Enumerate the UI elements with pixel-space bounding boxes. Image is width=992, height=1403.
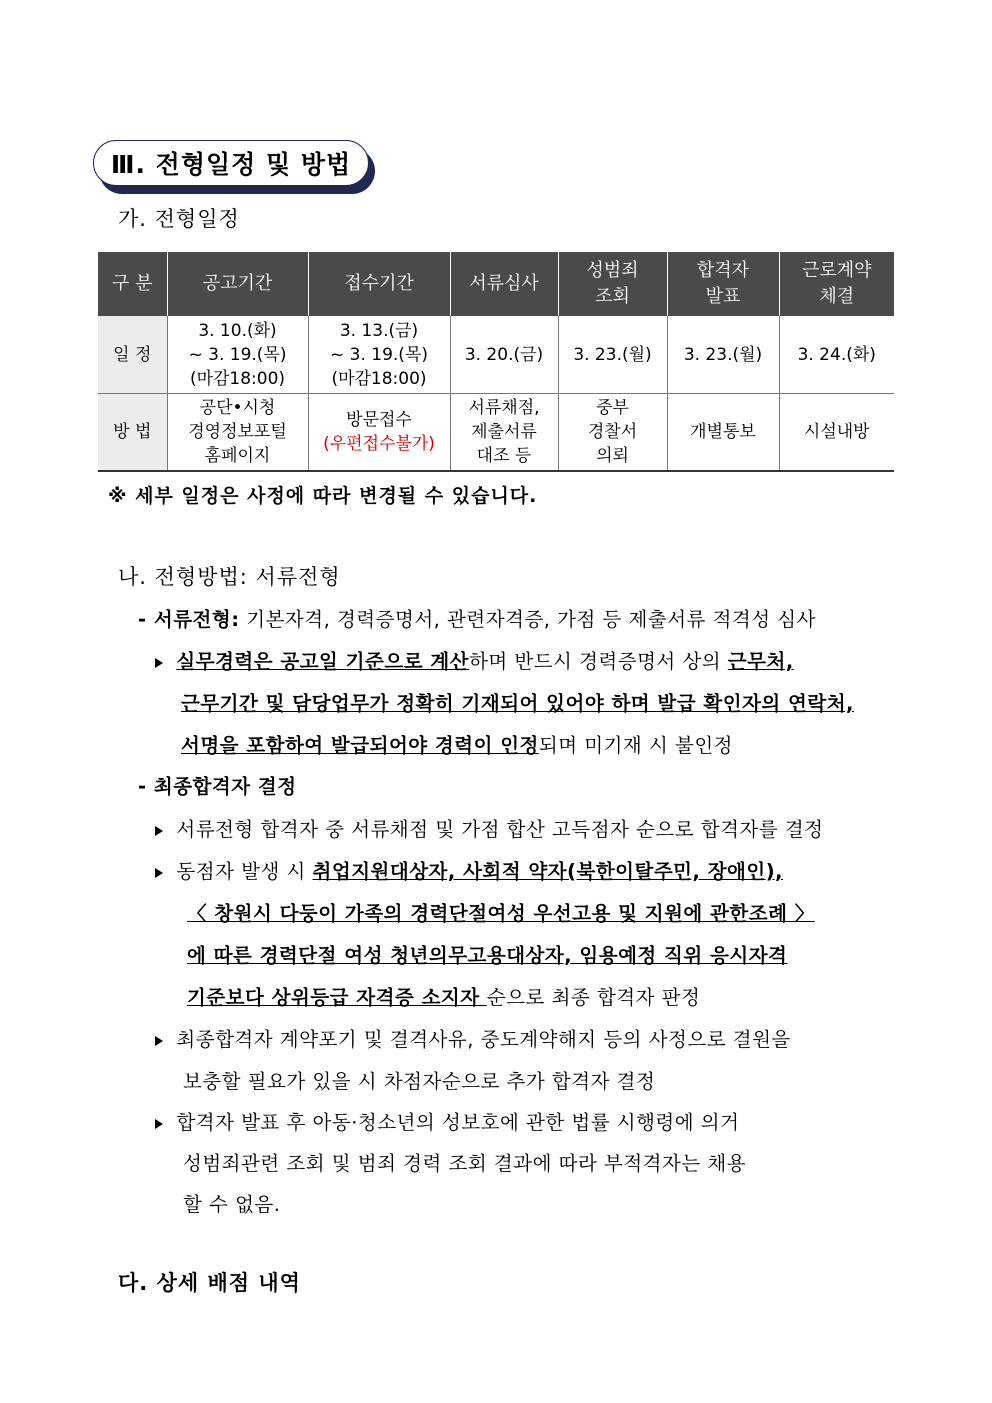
section-title: Ⅲ. 전형일정 및 방법 bbox=[93, 140, 369, 186]
final-bullet-2-line1: 동점자 발생 시 취업지원대상자, 사회적 약자(북한이탈주민, 장애인), bbox=[155, 856, 783, 884]
cell-crime-check-method: 중부 경찰서 의뢰 bbox=[558, 394, 667, 472]
final-bullet-3-line2: 보충할 필요가 있을 시 차점자순으로 추가 합격자 결정 bbox=[183, 1070, 656, 1093]
header-announce: 공고기간 bbox=[167, 252, 308, 316]
final-bullet-4-line1: 합격자 발표 후 아동·청소년의 성보호에 관한 법률 시행령에 의거 bbox=[155, 1107, 739, 1135]
bullet-triangle-icon bbox=[155, 868, 163, 878]
cell-doc-review-method: 서류채점, 제출서류 대조 등 bbox=[450, 394, 558, 472]
bullet-career-line2: 근무기간 및 담당업무가 정확히 기재되어 있어야 하며 발급 확인자의 연락처, bbox=[181, 692, 854, 715]
row-label-method: 방 법 bbox=[98, 394, 167, 472]
header-result: 합격자 발표 bbox=[667, 252, 779, 316]
no-mail-notice: (우편접수불가) bbox=[323, 434, 435, 454]
final-bullet-2-line4: 기준보다 상위등급 자격증 소지자 순으로 최종 합격자 판정 bbox=[187, 986, 701, 1009]
bullet-career-line1: 실무경력은 공고일 기준으로 계산하며 반드시 경력증명서 상의 근무처, bbox=[155, 646, 794, 674]
header-category: 구 분 bbox=[98, 252, 167, 316]
cell-doc-review-date: 3. 20.(금) bbox=[450, 316, 558, 394]
cell-contract-method: 시설내방 bbox=[779, 394, 894, 472]
bullet-triangle-icon bbox=[155, 826, 163, 836]
cell-result-date: 3. 23.(월) bbox=[667, 316, 779, 394]
cell-result-method: 개별통보 bbox=[667, 394, 779, 472]
cell-contract-date: 3. 24.(화) bbox=[779, 316, 894, 394]
doc-screening-line: - 서류전형: 기본자격, 경력증명서, 관련자격증, 가점 등 제출서류 적격성 심사 bbox=[138, 608, 816, 631]
bullet-triangle-icon bbox=[155, 658, 163, 668]
subsection-method-title: 나. 전형방법: 서류전형 bbox=[118, 565, 341, 589]
final-bullet-2-line3: 에 따른 경력단절 여성 청년의무고용대상자, 임용예정 직위 응시자격 bbox=[187, 944, 788, 967]
header-apply: 접수기간 bbox=[308, 252, 450, 316]
subsection-detail-score-title: 다. 상세 배점 내역 bbox=[118, 1271, 301, 1295]
schedule-table bbox=[98, 252, 894, 472]
cell-announce-period: 3. 10.(화) ~ 3. 19.(목) (마감18:00) bbox=[167, 316, 308, 394]
table-header-row bbox=[98, 252, 894, 316]
bullet-triangle-icon bbox=[155, 1119, 163, 1129]
final-bullet-3-line1: 최종합격자 계약포기 및 결격사유, 중도계약해지 등의 사정으로 결원을 bbox=[155, 1024, 791, 1052]
section-header-badge bbox=[93, 140, 378, 196]
header-crime-check: 성범죄 조회 bbox=[558, 252, 667, 316]
cell-announce-method: 공단•시청 경영정보포털 홈페이지 bbox=[167, 394, 308, 472]
schedule-note: ※ 세부 일정은 사정에 따라 변경될 수 있습니다. bbox=[108, 485, 538, 507]
final-bullet-4-line3: 할 수 없음. bbox=[183, 1193, 281, 1216]
header-doc-review: 서류심사 bbox=[450, 252, 558, 316]
final-bullet-4-line2: 성범죄관련 조회 및 범죄 경력 조회 결과에 따라 부적격자는 채용 bbox=[183, 1152, 747, 1175]
table-row-schedule bbox=[98, 316, 894, 394]
header-contract: 근로계약 체결 bbox=[779, 252, 894, 316]
cell-apply-method: 방문접수 (우편접수불가) bbox=[308, 394, 450, 472]
final-bullet-2-line2: 〈 창원시 다둥이 가족의 경력단절여성 우선고용 및 지원에 관한조례 〉 bbox=[187, 902, 815, 925]
bullet-career-line3: 서명을 포함하여 발급되어야 경력이 인정되며 미기재 시 불인정 bbox=[181, 734, 734, 757]
subsection-schedule-title: 가. 전형일정 bbox=[118, 207, 240, 231]
table-row-method bbox=[98, 394, 894, 472]
final-bullet-1: 서류전형 합격자 중 서류채점 및 가점 합산 고득점자 순으로 합격자를 결정 bbox=[155, 814, 824, 842]
bullet-triangle-icon bbox=[155, 1036, 163, 1046]
cell-apply-period: 3. 13.(금) ~ 3. 19.(목) (마감18:00) bbox=[308, 316, 450, 394]
row-label-schedule: 일 정 bbox=[98, 316, 167, 394]
final-decision-label: - 최종합격자 결정 bbox=[138, 775, 297, 798]
cell-crime-check-date: 3. 23.(월) bbox=[558, 316, 667, 394]
